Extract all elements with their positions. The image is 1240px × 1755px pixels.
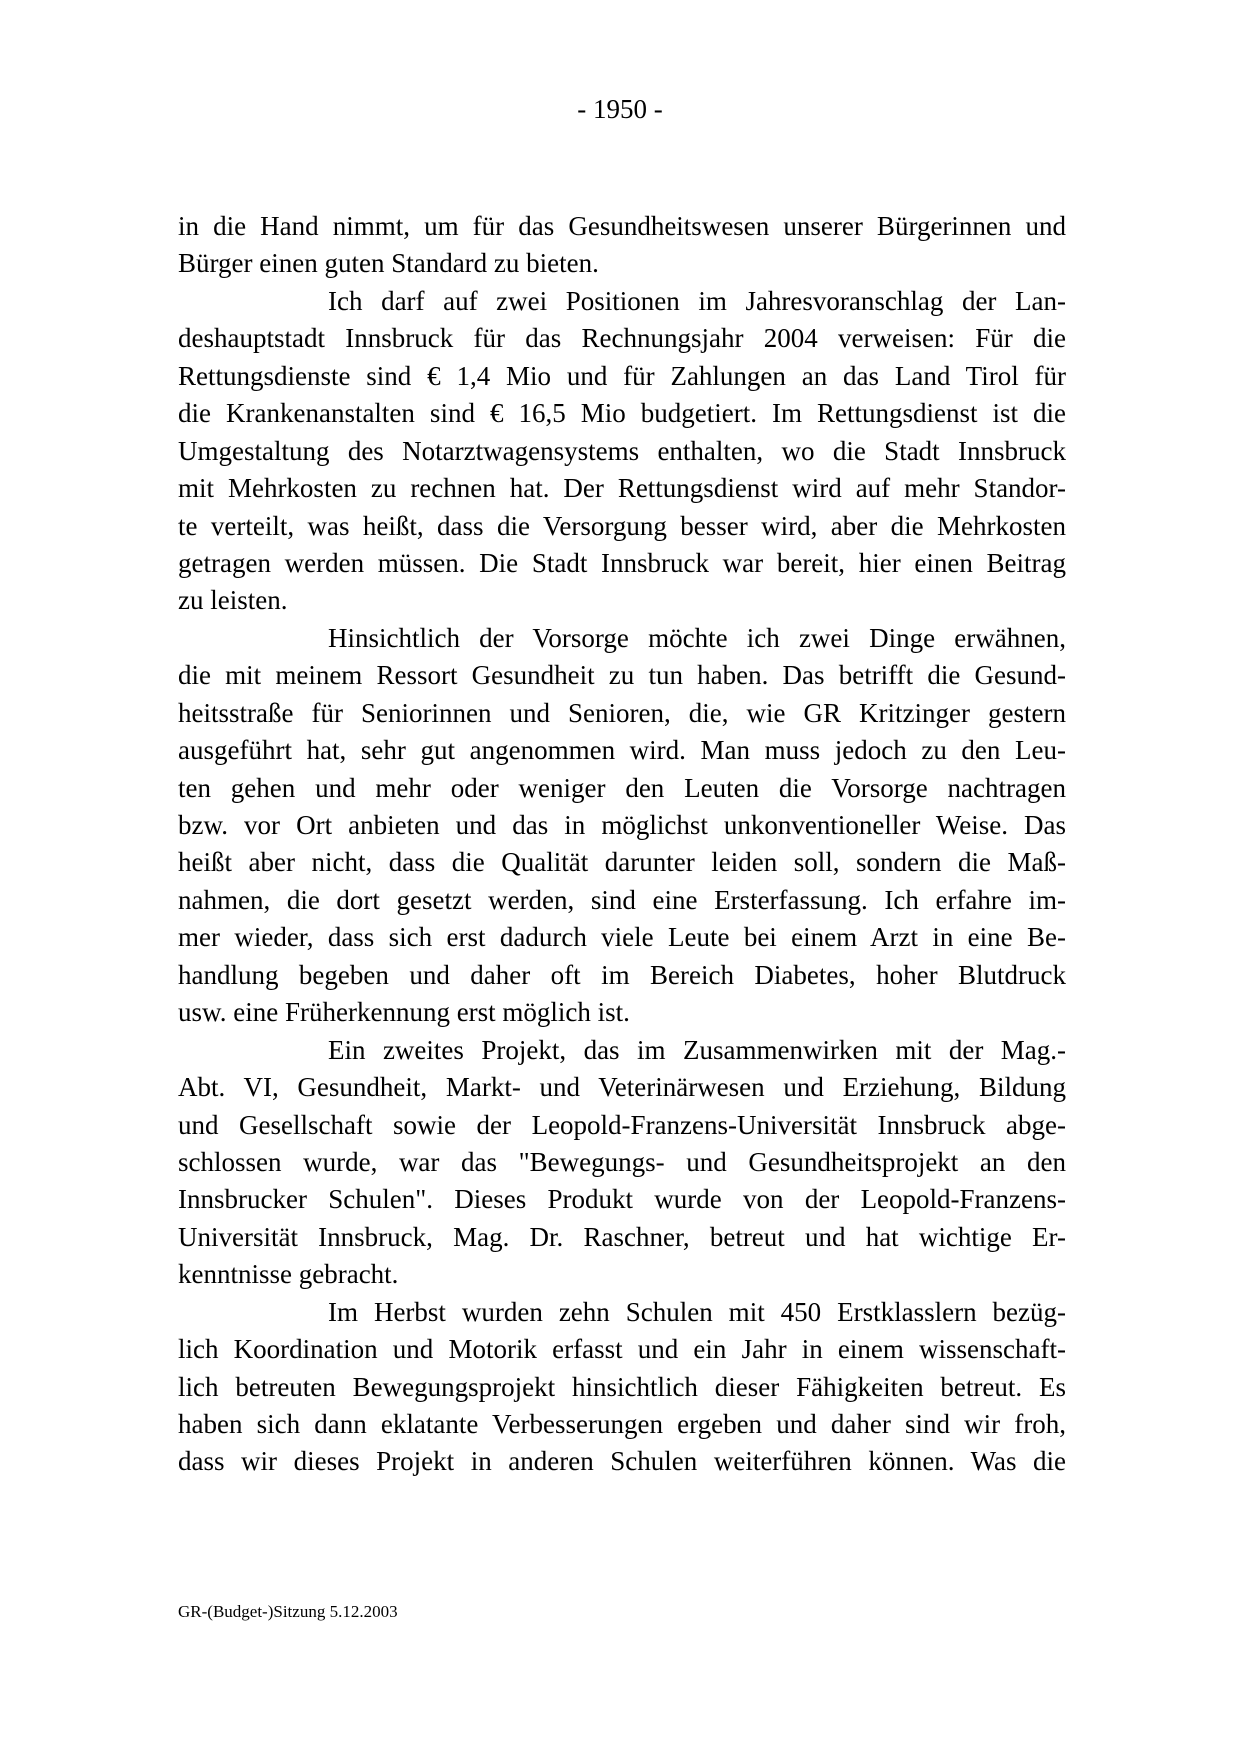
text-line: haben sich dann eklatante Verbesserungen ergeben und daher sind wir froh, (178, 1409, 1066, 1439)
text-line: mer wieder, dass sich erst dadurch viele Leute bei einem Arzt in eine Be- (178, 922, 1066, 953)
text-line: Universität Innsbruck, Mag. Dr. Raschner, betreut und hat wichtige Er- (178, 1221, 1066, 1252)
text-line: die Krankenanstalten sind € 16,5 Mio budgetiert. Im Rettungsdienst ist die (178, 398, 1066, 429)
text-line: nahmen, die dort gesetzt werden, sind eine Ersterfassung. Ich erfahre im- (178, 884, 1066, 915)
text-line: Bürger einen guten Standard zu bieten. (178, 248, 599, 279)
text-line: getragen werden müssen. Die Stadt Innsbruck war bereit, hier einen Beitrag (178, 547, 1066, 578)
text-line: und Gesellschaft sowie der Leopold-Franzens-Universität Innsbruck abge- (178, 1109, 1066, 1140)
text-line: Hinsichtlich der Vorsorge möchte ich zwei Dinge erwähnen, (328, 622, 1066, 653)
text-line: heitsstraße für Seniorinnen und Senioren, die, wie GR Kritzinger gestern (178, 697, 1066, 728)
text-line: bzw. vor Ort anbieten und das in möglichst unkonventioneller Weise. Das (178, 810, 1066, 840)
text-line: Ich darf auf zwei Positionen im Jahresvoranschlag der Lan- (328, 285, 1066, 316)
text-line: lich Koordination und Motorik erfasst und ein Jahr in einem wissenschaft- (178, 1334, 1066, 1365)
text-line: Umgestaltung des Notarztwagensystems enthalten, wo die Stadt Innsbruck (178, 435, 1066, 466)
text-line: kenntnisse gebracht. (178, 1259, 399, 1290)
text-line: Ein zweites Projekt, das im Zusammenwirken mit der Mag.- (328, 1034, 1066, 1065)
text-line: te verteilt, was heißt, dass die Versorgung besser wird, aber die Mehrkosten (178, 510, 1066, 541)
text-line: mit Mehrkosten zu rechnen hat. Der Rettungsdienst wird auf mehr Standor- (178, 473, 1066, 504)
page-number: - 1950 - (577, 94, 663, 124)
text-line: in die Hand nimmt, um für das Gesundheitswesen unserer Bürgerinnen und (178, 211, 1066, 241)
text-line: die mit meinem Ressort Gesundheit zu tun haben. Das betrifft die Gesund- (178, 660, 1066, 691)
text-line: Abt. VI, Gesundheit, Markt- und Veterinärwesen und Erziehung, Bildung (178, 1072, 1066, 1103)
text-line: deshauptstadt Innsbruck für das Rechnungsjahr 2004 verweisen: Für die (178, 323, 1066, 354)
text-line: heißt aber nicht, dass die Qualität darunter leiden soll, sondern die Maß- (178, 847, 1066, 878)
text-line: Rettungsdienste sind € 1,4 Mio und für Zahlungen an das Land Tirol für (178, 360, 1066, 391)
text-line: dass wir dieses Projekt in anderen Schulen weiterführen können. Was die (178, 1446, 1066, 1477)
text-line: ten gehen und mehr oder weniger den Leuten die Vorsorge nachtragen (178, 772, 1066, 803)
text-line: schlossen wurde, war das "Bewegungs- und Gesundheitsprojekt an den (178, 1146, 1066, 1177)
text-line: zu leisten. (178, 585, 288, 616)
text-line: usw. eine Früherkennung erst möglich ist. (178, 997, 630, 1028)
text-line: Innsbrucker Schulen". Dieses Produkt wurde von der Leopold-Franzens- (178, 1184, 1066, 1215)
page-footer: GR-(Budget-)Sitzung 5.12.2003 (178, 1602, 398, 1621)
text-line: lich betreuten Bewegungsprojekt hinsichtlich dieser Fähigkeiten betreut. Es (178, 1371, 1066, 1402)
text-line: ausgeführt hat, sehr gut angenommen wird. Man muss jedoch zu den Leu- (178, 735, 1066, 766)
text-line: Im Herbst wurden zehn Schulen mit 450 Erstklasslern bezüg- (328, 1296, 1066, 1327)
text-line: handlung begeben und daher oft im Bereich Diabetes, hoher Blutdruck (178, 959, 1066, 990)
document-body (178, 208, 1066, 1481)
